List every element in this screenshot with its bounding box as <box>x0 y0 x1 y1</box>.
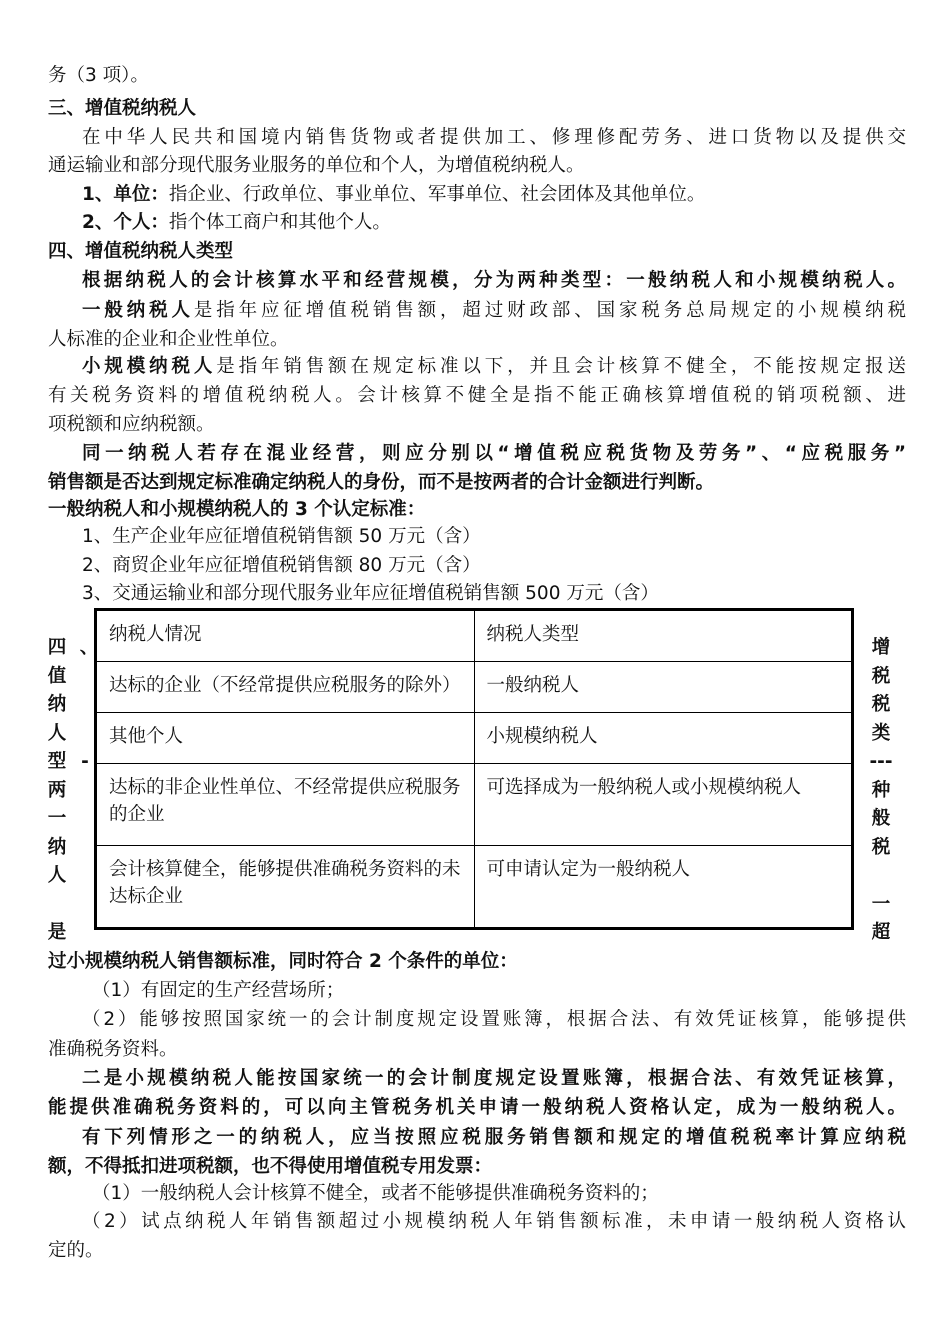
side-char: 型 <box>47 751 67 772</box>
side-char: 超 <box>871 922 891 943</box>
text-line: 在中华人民共和国境内销售货物或者提供加工、修理修配劳务、进口货物以及提供交 <box>82 127 906 148</box>
text-line <box>82 353 906 381</box>
text-line: 有下列情形之一的纳税人，应当按照应税服务销售额和规定的增值税税率计算应纳税 <box>82 1127 906 1148</box>
side-char: 税 <box>871 665 891 687</box>
side-char: 四 <box>47 637 67 658</box>
term-definition: 是指年应征增值税销售额，超过财政部、国家税务总局规定的小规模纳税 <box>193 300 906 321</box>
table-cell: 其他个人 <box>96 712 475 763</box>
term-label: 1、单位： <box>82 184 169 205</box>
text-line <box>82 297 906 325</box>
section-heading: 四、增值税纳税人类型 <box>48 241 234 262</box>
table-cell: 可申请认定为一般纳税人 <box>474 845 853 928</box>
section-heading: 三、增值税纳税人 <box>48 98 197 119</box>
text-line: 务（3 项）。 <box>48 65 149 86</box>
list-item: （2）能够按照国家统一的会计制度规定设置账簿，根据合法、有效凭证核算，能够提供 <box>82 1009 906 1030</box>
side-char: 增 <box>871 637 891 658</box>
table-header-cell: 纳税人情况 <box>96 610 475 662</box>
text-line: 准确税务资料。 <box>48 1039 178 1060</box>
term-label: 一般纳税人 <box>82 300 194 321</box>
list-item: 1、生产企业年应征增值税销售额 50 万元（含） <box>82 526 481 547</box>
list-item: 3、交通运输业和部分现代服务业年应征增值税销售额 500 万元（含） <box>82 583 659 604</box>
side-char: 人 <box>47 722 67 744</box>
text-line: 过小规模纳税人销售额标准，同时符合 2 个条件的单位： <box>48 951 518 972</box>
list-item: （2）试点纳税人年销售额超过小规模纳税人年销售额标准，未申请一般纳税人资格认 <box>82 1211 906 1232</box>
list-item: （1）一般纳税人会计核算不健全，或者不能够提供准确税务资料的； <box>92 1183 659 1204</box>
text-line: 同一纳税人若存在混业经营，则应分别以“增值税应税货物及劳务”、“应税服务” <box>82 443 906 464</box>
text-line: 有关税务资料的增值税纳税人。会计核算不健全是指不能正确核算增值税的销项税额、进 <box>48 385 906 406</box>
side-char: 、 <box>79 637 99 658</box>
term-definition: 指企业、行政单位、事业单位、军事单位、社会团体及其他单位。 <box>168 184 706 205</box>
side-char <box>866 862 896 891</box>
list-item: 2、商贸企业年应征增值税销售额 80 万元（含） <box>82 555 481 576</box>
list-item: （1）有固定的生产经营场所； <box>92 980 345 1001</box>
table-cell: 小规模纳税人 <box>474 712 853 763</box>
table-row <box>96 662 853 713</box>
term-label: 小规模纳税人 <box>82 356 217 377</box>
table-cell: 可选择成为一般纳税人或小规模纳税人 <box>474 763 853 845</box>
table-cell: 会计核算健全，能够提供准确税务资料的未达标企业 <box>96 845 475 928</box>
text-line <box>82 209 906 237</box>
side-char: 纳 <box>47 694 67 715</box>
text-line: 能提供准确税务资料的，可以向主管税务机关申请一般纳税人资格认定，成为一般纳税人。 <box>48 1097 906 1118</box>
side-char: 种 <box>871 779 891 801</box>
text-line: 销售额是否达到规定标准确定纳税人的身份，而不是按两者的合计金额进行判断。 <box>48 472 715 493</box>
side-char <box>44 891 70 920</box>
side-char: 税 <box>871 694 891 715</box>
text-line: 二是小规模纳税人能按国家统一的会计制度规定设置账簿，根据合法、有效凭证核算， <box>82 1068 906 1089</box>
table-header-row <box>96 610 853 662</box>
side-char: - <box>81 751 89 772</box>
side-char: 税 <box>871 836 891 858</box>
text-line <box>82 181 906 209</box>
side-char: --- <box>869 751 893 772</box>
term-definition: 指个体工商户和其他个人。 <box>168 212 391 233</box>
term-definition: 是指年销售额在规定标准以下，并且会计核算不健全，不能按规定报送 <box>216 356 906 377</box>
text-line: 一般纳税人和小规模纳税人的 3 个认定标准： <box>48 499 426 520</box>
table-cell: 达标的非企业性单位、不经常提供应税服务的企业 <box>96 763 475 845</box>
side-char: 人 <box>47 865 67 886</box>
text-line: 项税额和应纳税额。 <box>48 414 215 435</box>
side-text-left <box>44 634 70 948</box>
text-line: 人标准的企业和企业性单位。 <box>48 329 289 350</box>
text-line: 根据纳税人的会计核算水平和经营规模，分为两种类型：一般纳税人和小规模纳税人。 <box>82 270 906 291</box>
table-cell: 一般纳税人 <box>474 662 853 713</box>
table-header-cell: 纳税人类型 <box>474 610 853 662</box>
side-text-right <box>866 634 896 948</box>
side-char: 一 <box>47 808 67 829</box>
side-char: 值 <box>47 665 67 687</box>
side-char: 是 <box>47 922 67 943</box>
taxpayer-type-table <box>94 608 854 930</box>
text-line: 额，不得抵扣进项税额，也不得使用增值税专用发票： <box>48 1156 493 1177</box>
table-cell: 达标的企业（不经常提供应税服务的除外） <box>96 662 475 713</box>
term-label: 2、个人： <box>82 212 169 233</box>
table-row <box>96 763 853 845</box>
table-row <box>96 712 853 763</box>
side-char: 一 <box>871 893 891 915</box>
text-line: 定的。 <box>48 1240 104 1261</box>
side-char: 般 <box>871 808 891 829</box>
text-line: 通运输业和部分现代服务业服务的单位和个人，为增值税纳税人。 <box>48 155 585 176</box>
side-char: 纳 <box>47 836 67 858</box>
table-row <box>96 845 853 928</box>
side-char: 两 <box>47 779 67 801</box>
side-char: 类 <box>871 722 891 744</box>
